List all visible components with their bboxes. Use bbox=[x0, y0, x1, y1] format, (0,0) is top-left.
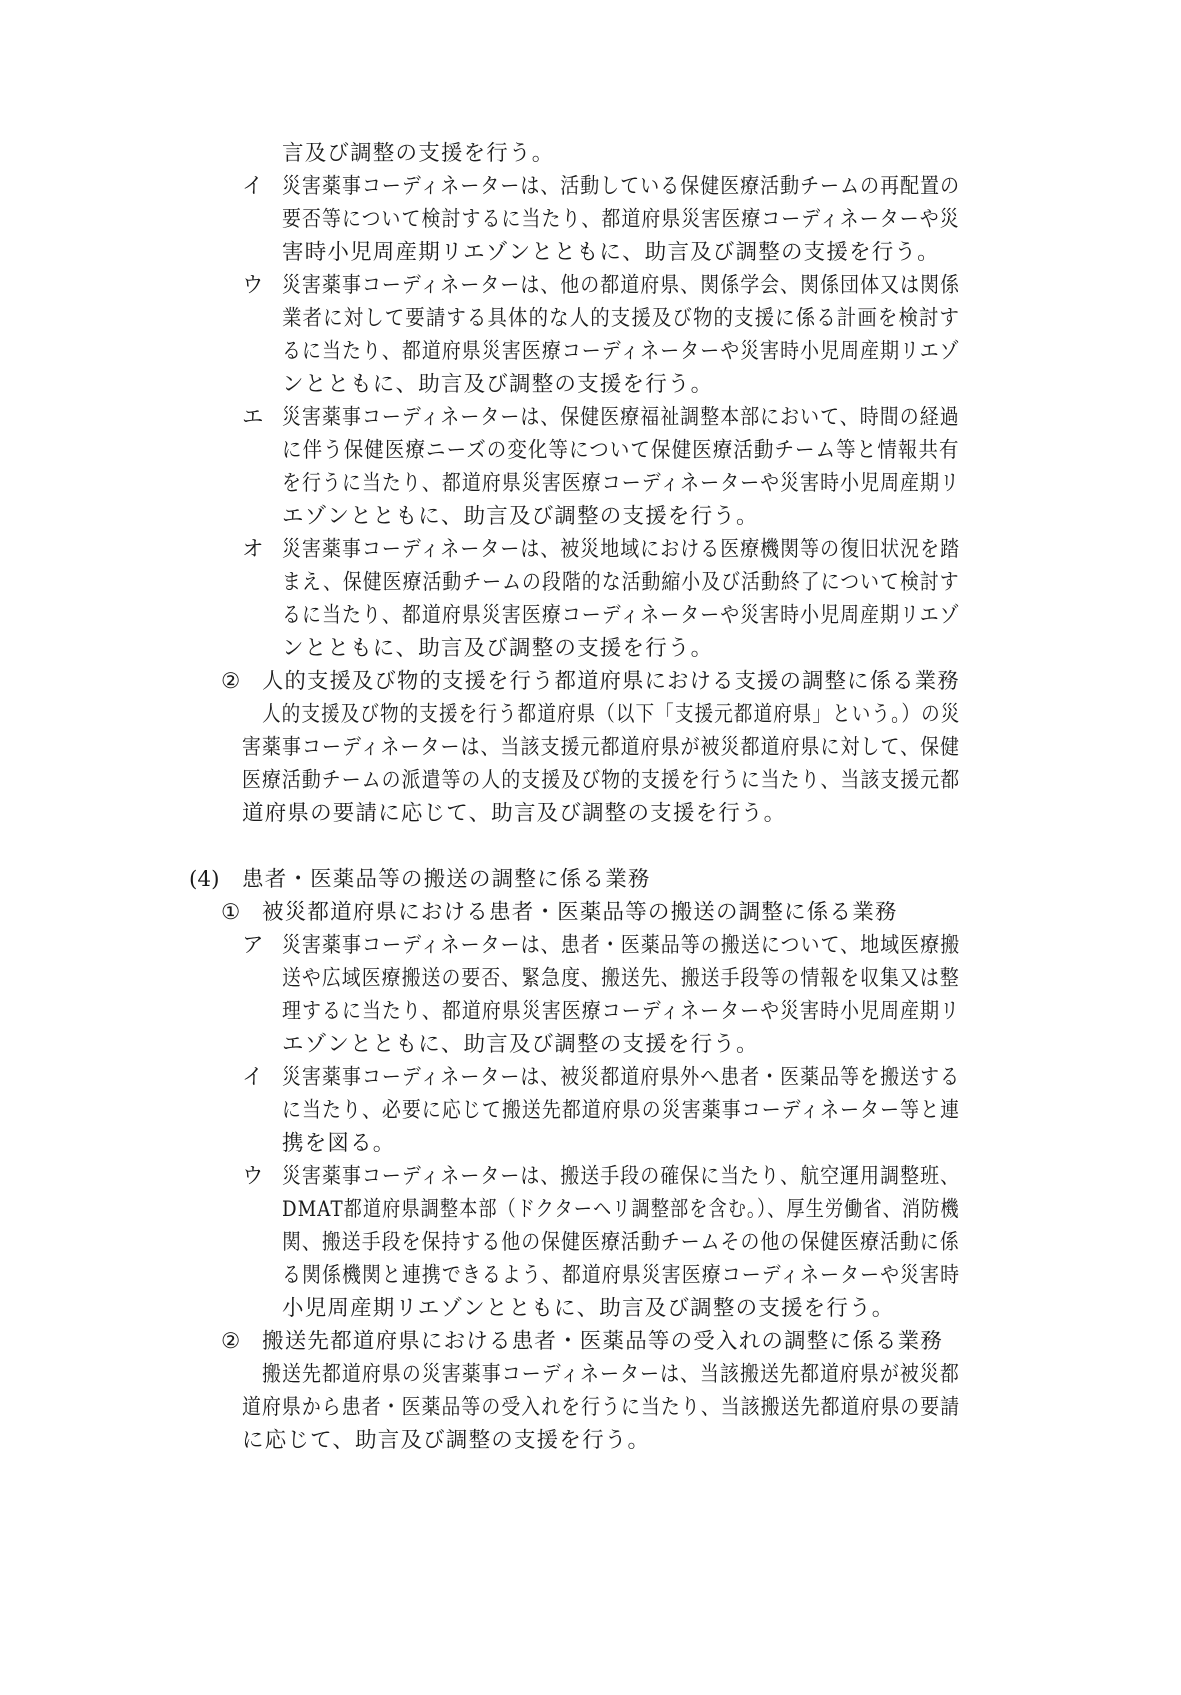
text-line: 関、搬送手段を保持する他の保健医療活動チームその他の保健医療活動に係 bbox=[282, 1230, 960, 1255]
text-line: 災害薬事コーディネーターは、被災地域における医療機関等の復旧状況を踏 bbox=[282, 537, 961, 562]
section-marker: (4) bbox=[189, 867, 220, 892]
text-line: 搬送先都道府県の災害薬事コーディネーターは、当該搬送先都道府県が被災都 bbox=[262, 1362, 960, 1387]
text-line: 災害薬事コーディネーターは、搬送手段の確保に当たり、航空運用調整班、 bbox=[282, 1164, 961, 1189]
subsection-marker: ① bbox=[221, 900, 241, 925]
item-marker: ウ bbox=[242, 273, 264, 298]
text-line: に応じて、助言及び調整の支援を行う。 bbox=[242, 1428, 651, 1453]
text-line: 災害薬事コーディネーターは、患者・医薬品等の搬送について、地域医療搬 bbox=[282, 933, 961, 958]
text-line: まえ、保健医療活動チームの段階的な活動縮小及び活動終了について検討す bbox=[282, 570, 960, 595]
text-line: 道府県から患者・医薬品等の受入れを行うに当たり、当該搬送先都道府県の要請 bbox=[242, 1395, 961, 1420]
text-line: に当たり、必要に応じて搬送先都道府県の災害薬事コーディネーター等と連 bbox=[282, 1098, 961, 1123]
subsection-marker: ② bbox=[221, 669, 241, 694]
text-line: 送や広域医療搬送の要否、緊急度、搬送先、搬送手段等の情報を収集又は整 bbox=[282, 966, 960, 991]
text-line: 理するに当たり、都道府県災害医療コーディネーターや災害時小児周産期リ bbox=[282, 999, 961, 1024]
text-line: 道府県の要請に応じて、助言及び調整の支援を行う。 bbox=[242, 801, 787, 826]
text-line: 携を図る。 bbox=[282, 1131, 396, 1156]
item-marker: エ bbox=[242, 405, 264, 430]
text-line: るに当たり、都道府県災害医療コーディネーターや災害時小児周産期リエゾ bbox=[282, 603, 960, 628]
text-line: 災害薬事コーディネーターは、活動している保健医療活動チームの再配置の bbox=[282, 174, 961, 199]
item-marker: イ bbox=[242, 174, 264, 199]
text-line: 業者に対して要請する具体的な人的支援及び物的支援に係る計画を検討す bbox=[282, 306, 961, 331]
text-line: 人的支援及び物的支援を行う都道府県（以下「支援元都道府県」という。）の災 bbox=[262, 702, 961, 727]
subsection-title: 被災都道府県における患者・医薬品等の搬送の調整に係る業務 bbox=[262, 900, 898, 925]
text-line: 災害薬事コーディネーターは、他の都道府県、関係学会、関係団体又は関係 bbox=[282, 273, 961, 298]
subsection-marker: ② bbox=[221, 1329, 241, 1354]
text-line: 言及び調整の支援を行う。 bbox=[282, 141, 555, 166]
text-line: エゾンとともに、助言及び調整の支援を行う。 bbox=[282, 1032, 759, 1057]
item-marker: ア bbox=[242, 933, 264, 958]
text-line: 害時小児周産期リエゾンとともに、助言及び調整の支援を行う。 bbox=[282, 240, 940, 265]
text-line: 小児周産期リエゾンとともに、助言及び調整の支援を行う。 bbox=[282, 1296, 895, 1321]
item-marker: イ bbox=[242, 1065, 264, 1090]
item-marker: オ bbox=[242, 537, 264, 562]
text-line: ンとともに、助言及び調整の支援を行う。 bbox=[282, 372, 714, 397]
text-line: DMAT都道府県調整本部（ドクターヘリ調整部を含む。）、厚生労働省、消防機 bbox=[282, 1197, 960, 1222]
text-line: を行うに当たり、都道府県災害医療コーディネーターや災害時小児周産期リ bbox=[282, 471, 961, 496]
text-line: 害薬事コーディネーターは、当該支援元都道府県が被災都道府県に対して、保健 bbox=[242, 735, 961, 760]
text-line: 災害薬事コーディネーターは、保健医療福祉調整本部において、時間の経過 bbox=[282, 405, 960, 430]
text-line: るに当たり、都道府県災害医療コーディネーターや災害時小児周産期リエゾ bbox=[282, 339, 960, 364]
subsection-title: 搬送先都道府県における患者・医薬品等の受入れの調整に係る業務 bbox=[262, 1329, 944, 1354]
text-line: 災害薬事コーディネーターは、被災都道府県外へ患者・医薬品等を搬送する bbox=[282, 1065, 961, 1090]
item-marker: ウ bbox=[242, 1164, 264, 1189]
text-line: る関係機関と連携できるよう、都道府県災害医療コーディネーターや災害時 bbox=[282, 1263, 961, 1288]
subsection-title: 人的支援及び物的支援を行う都道府県における支援の調整に係る業務 bbox=[262, 669, 960, 694]
text-line: に伴う保健医療ニーズの変化等について保健医療活動チーム等と情報共有 bbox=[282, 438, 960, 463]
text-line: 医療活動チームの派遣等の人的支援及び物的支援を行うに当たり、当該支援元都 bbox=[242, 768, 961, 793]
text-line: 要否等について検討するに当たり、都道府県災害医療コーディネーターや災 bbox=[282, 207, 960, 232]
section-title: 患者・医薬品等の搬送の調整に係る業務 bbox=[242, 867, 651, 892]
text-line: ンとともに、助言及び調整の支援を行う。 bbox=[282, 636, 714, 661]
text-line: エゾンとともに、助言及び調整の支援を行う。 bbox=[282, 504, 759, 529]
